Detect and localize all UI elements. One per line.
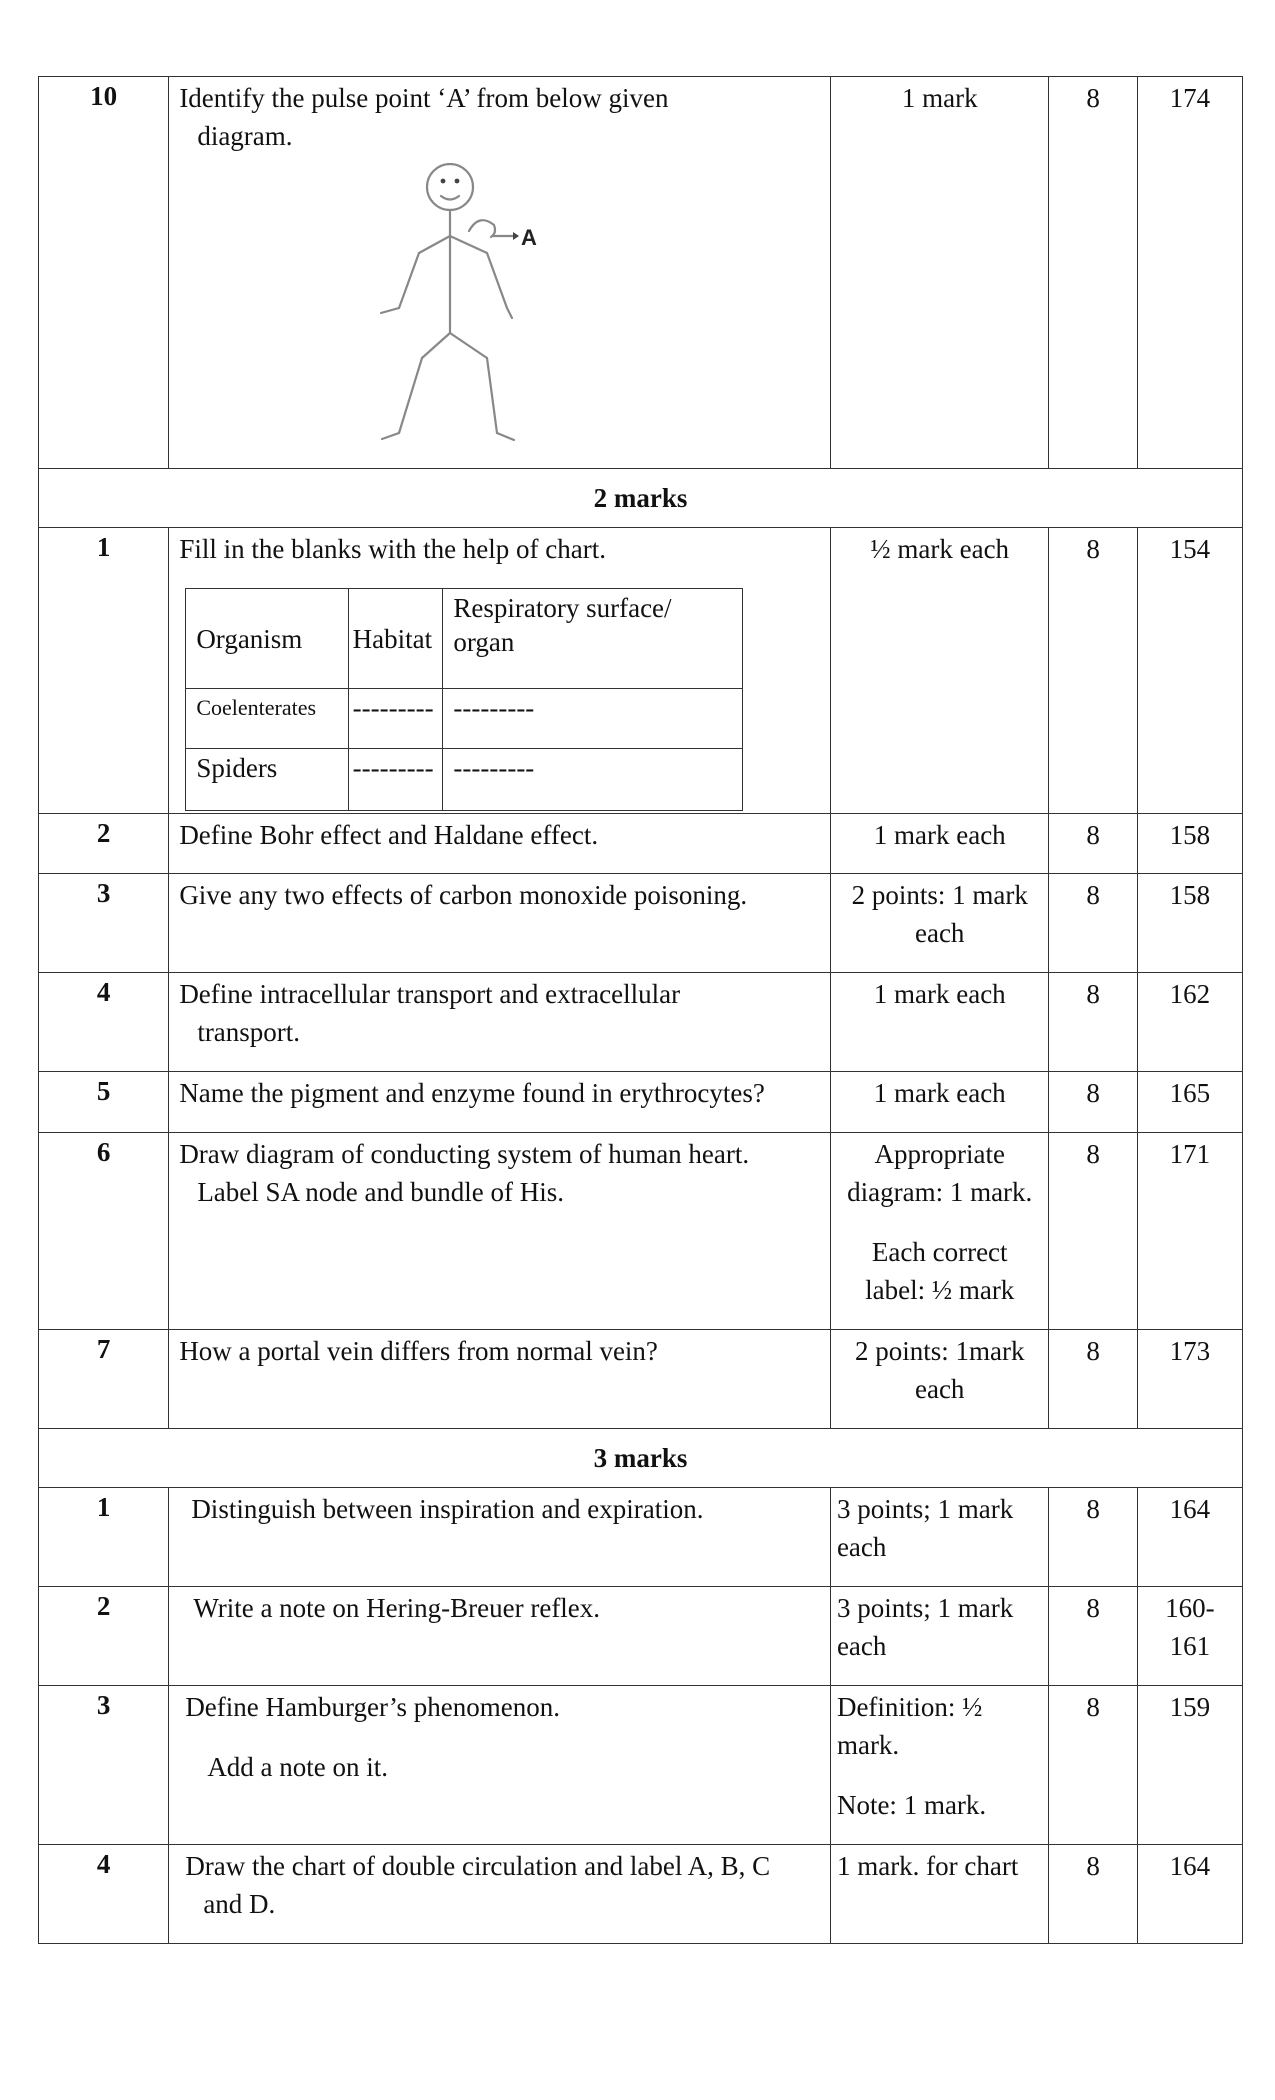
marks-text: 2 points: 1 mark each xyxy=(851,880,1028,948)
pulse-point-label: A xyxy=(521,225,538,250)
chart-cell: --------- xyxy=(348,749,443,811)
question-number: 1 xyxy=(39,528,169,814)
marks-text: 1 mark each xyxy=(873,1078,1006,1108)
page-cell xyxy=(1137,77,1242,469)
figure-head xyxy=(427,164,473,210)
marks-text: 1 mark. for chart xyxy=(836,1851,1019,1881)
question-number: 4 xyxy=(39,973,169,1072)
question-number: 3 xyxy=(39,874,169,973)
marks-text: 1 mark each xyxy=(873,979,1006,1009)
unit-text: 8 xyxy=(1086,1078,1100,1108)
unit-text: 8 xyxy=(1086,1139,1100,1169)
page-text: 158 xyxy=(1169,820,1211,850)
question-row xyxy=(39,1587,1243,1686)
page-text: 173 xyxy=(1169,1336,1211,1366)
chart-cell: --------- xyxy=(348,689,443,749)
chart-row xyxy=(186,749,743,811)
question-text: Give any two effects of carbon monoxide poisoning. xyxy=(179,880,748,910)
question-text-cell xyxy=(169,528,831,814)
unit-text: 8 xyxy=(1086,1494,1100,1524)
question-text: Draw the chart of double circulation and label A, B, C xyxy=(185,1851,771,1881)
question-row xyxy=(39,973,1243,1072)
question-number: 5 xyxy=(39,1072,169,1133)
question-number: 7 xyxy=(39,1330,169,1429)
fill-blanks-chart xyxy=(185,588,743,811)
marks-text: 3 points; 1 mark each xyxy=(836,1494,1014,1562)
question-text: Define intracellular transport and extracellular xyxy=(179,979,681,1009)
question-text: Name the pigment and enzyme found in erythrocytes? xyxy=(179,1078,765,1108)
question-number: 1 xyxy=(39,1488,169,1587)
unit-text: 8 xyxy=(1086,820,1100,850)
chart-header: Organism xyxy=(186,589,348,689)
unit-text: 8 xyxy=(1086,83,1100,113)
unit-text: 8 xyxy=(1086,1336,1100,1366)
page-text: 164 xyxy=(1169,1851,1211,1881)
page-text: 174 xyxy=(1169,83,1211,113)
unit-text: 8 xyxy=(1086,1593,1100,1623)
page-text: 162 xyxy=(1169,979,1211,1009)
unit-cell xyxy=(1049,77,1137,469)
question-row xyxy=(39,1488,1243,1587)
question-text: Identify the pulse point ‘A’ from below given xyxy=(179,83,669,113)
page-text: 159 xyxy=(1169,1692,1211,1722)
question-text: Draw diagram of conducting system of human heart. xyxy=(179,1139,750,1169)
pulse-point-figure xyxy=(169,157,830,467)
pulse-arrow-head xyxy=(513,232,519,240)
pulse-arrow-curve xyxy=(469,220,495,237)
section-header: 2 marks xyxy=(39,469,1243,528)
chart-cell: --------- xyxy=(443,689,743,749)
question-text: Fill in the blanks with the help of chart. xyxy=(179,534,606,564)
figure-eye xyxy=(441,179,446,184)
marks-text: 1 mark each xyxy=(873,820,1006,850)
section-header: 3 marks xyxy=(39,1429,1243,1488)
chart-header: Habitat xyxy=(348,589,443,689)
question-text-cont: diagram. xyxy=(197,121,293,151)
question-table xyxy=(38,76,1243,1944)
unit-text: 8 xyxy=(1086,979,1100,1009)
page-text: 171 xyxy=(1169,1139,1211,1169)
question-row xyxy=(39,1133,1243,1330)
marks-text: Note: 1 mark. xyxy=(836,1790,987,1820)
chart-header: Respiratory surface/ organ xyxy=(443,589,743,689)
question-text: Define Hamburger’s phenomenon. xyxy=(185,1692,560,1722)
marks-text: Definition: ½ mark. xyxy=(836,1692,983,1760)
chart-cell: --------- xyxy=(443,749,743,811)
chart-header-row xyxy=(186,589,743,689)
question-text: Write a note on Hering-Breuer reflex. xyxy=(193,1593,601,1623)
question-row xyxy=(39,528,1243,814)
question-row xyxy=(39,874,1243,973)
question-text-cont: transport. xyxy=(197,1017,301,1047)
unit-text: 8 xyxy=(1086,534,1100,564)
question-number: 2 xyxy=(39,1587,169,1686)
question-text-cont: Add a note on it. xyxy=(207,1752,389,1782)
question-number: 2 xyxy=(39,814,169,874)
figure-smile xyxy=(441,196,459,200)
question-text: Distinguish between inspiration and expiration. xyxy=(191,1494,704,1524)
question-number: 4 xyxy=(39,1845,169,1944)
figure-eye xyxy=(455,179,460,184)
question-text-cell xyxy=(169,77,831,469)
marks-text: ½ mark each xyxy=(870,534,1010,564)
question-number: 10 xyxy=(39,77,169,469)
question-row xyxy=(39,1845,1243,1944)
marks-cell xyxy=(830,77,1049,469)
marks-text: 3 points; 1 mark each xyxy=(836,1593,1014,1661)
marks-text: 1 mark xyxy=(901,83,978,113)
question-row xyxy=(39,77,1243,469)
question-row xyxy=(39,1686,1243,1845)
unit-text: 8 xyxy=(1086,1692,1100,1722)
question-row xyxy=(39,814,1243,874)
question-row xyxy=(39,1072,1243,1133)
question-text-cont: Label SA node and bundle of His. xyxy=(197,1177,565,1207)
page-text: 154 xyxy=(1169,534,1211,564)
page-text: 165 xyxy=(1169,1078,1211,1108)
question-row xyxy=(39,1330,1243,1429)
section-header-row xyxy=(39,469,1243,528)
question-text: How a portal vein differs from normal vein? xyxy=(179,1336,658,1366)
question-number: 6 xyxy=(39,1133,169,1330)
question-text-cont: and D. xyxy=(203,1889,276,1919)
marks-text: Each correct label: ½ mark xyxy=(865,1237,1015,1305)
page-text: 164 xyxy=(1169,1494,1211,1524)
unit-text: 8 xyxy=(1086,1851,1100,1881)
section-header-row xyxy=(39,1429,1243,1488)
page-text: 160-161 xyxy=(1165,1593,1215,1661)
chart-row xyxy=(186,689,743,749)
page-text: 158 xyxy=(1169,880,1211,910)
chart-cell: Spiders xyxy=(186,749,348,811)
marks-text: Appropriate diagram: 1 mark. xyxy=(847,1139,1033,1207)
question-number: 3 xyxy=(39,1686,169,1845)
marks-text: 2 points: 1mark each xyxy=(854,1336,1025,1404)
question-text: Define Bohr effect and Haldane effect. xyxy=(179,820,599,850)
chart-cell: Coelenterates xyxy=(186,689,348,749)
unit-text: 8 xyxy=(1086,880,1100,910)
stick-figure-diagram xyxy=(379,163,589,453)
